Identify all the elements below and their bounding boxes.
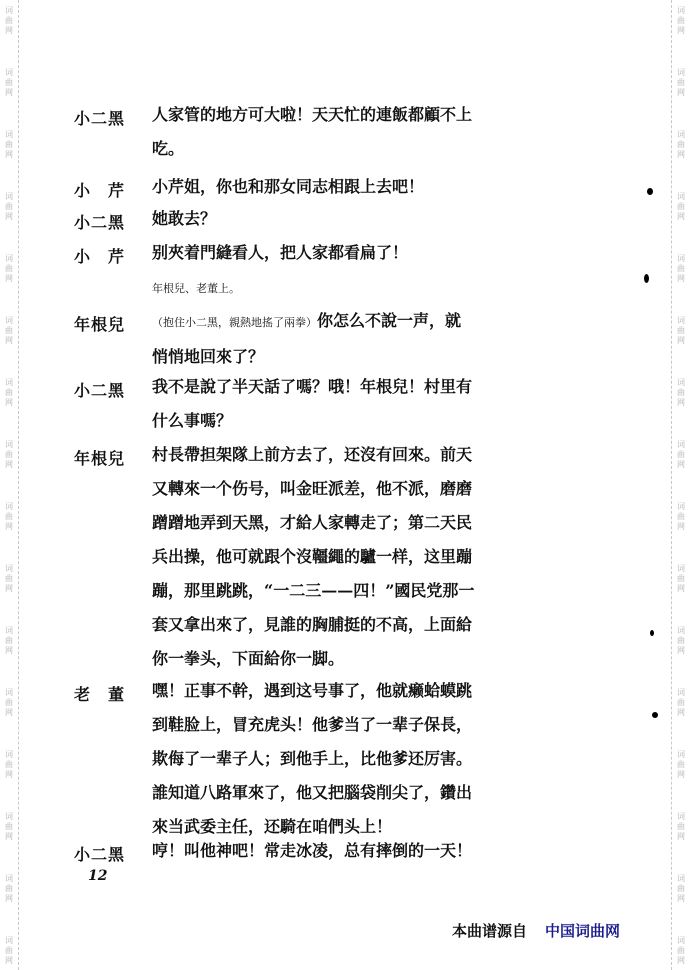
speaker-name: 小二黑 bbox=[74, 845, 126, 864]
page-number: 12 bbox=[88, 868, 108, 884]
watermark-stamp: 词 曲 网 bbox=[677, 378, 685, 407]
watermark-stamp: 词 曲 网 bbox=[677, 626, 685, 655]
speaker-name: 老 董 bbox=[74, 685, 126, 704]
watermark-stamp: 词 曲 网 bbox=[5, 440, 13, 469]
watermark-stamp: 词 曲 网 bbox=[677, 68, 685, 97]
watermark-stamp: 词 曲 网 bbox=[5, 192, 13, 221]
watermark-stamp: 词 曲 网 bbox=[5, 812, 13, 841]
stage-direction-inline: （抱住小二黑，親熱地搖了兩拳） bbox=[152, 316, 317, 329]
footer-source-text: 本曲谱源自 bbox=[452, 922, 528, 940]
speaker-name: 年根兒 bbox=[74, 449, 126, 468]
watermark-stamp: 词 曲 网 bbox=[5, 6, 13, 35]
watermark-stamp: 词 曲 网 bbox=[5, 316, 13, 345]
dialogue-text: 人家管的地方可大啦！天天忙的連飯都顧不上 吃。 bbox=[152, 105, 473, 158]
watermark-stamp: 词 曲 网 bbox=[677, 316, 685, 345]
watermark-stamp: 词 曲 网 bbox=[5, 378, 13, 407]
scan-speck bbox=[652, 712, 658, 718]
watermark-stamp: 词 曲 网 bbox=[677, 440, 685, 469]
scan-speck bbox=[647, 188, 653, 195]
watermark-stamp: 词 曲 网 bbox=[5, 502, 13, 531]
dialogue-text: 小芹姐，你也和那女同志相跟上去吧！ bbox=[152, 177, 425, 196]
watermark-stamp: 词 曲 网 bbox=[677, 688, 685, 717]
watermark-stamp: 词 曲 网 bbox=[5, 874, 13, 903]
dialogue-text: 嘿！正事不幹，遇到这号事了，他就癞蛤蟆跳 到鞋脸上，冒充虎头！他爹当了一辈子保長， 欺侮了一辈子人；到他手上，比他爹还厉害。 誰知道八路軍來了，他又把腦袋削尖了，鑽出 來当武委主任，还騎在咱們头上！ bbox=[152, 681, 473, 836]
watermark-stamp: 词 曲 网 bbox=[677, 564, 685, 593]
watermark-stamp: 词 曲 网 bbox=[677, 874, 685, 903]
watermark-stamp: 词 曲 网 bbox=[5, 626, 13, 655]
watermark-stamp: 词 曲 网 bbox=[677, 812, 685, 841]
dialogue-text: 我不是說了半天話了嗎？哦！年根兒！村里有 什么事嗎？ bbox=[152, 377, 473, 430]
speaker-name: 年根兒 bbox=[74, 315, 126, 334]
watermark-stamp: 词 曲 网 bbox=[5, 68, 13, 97]
watermark-stamp: 词 曲 网 bbox=[677, 6, 685, 35]
footer-site-link[interactable]: 中国词曲网 bbox=[545, 922, 621, 940]
watermark-stamp: 词 曲 网 bbox=[5, 564, 13, 593]
script-page: 小二黑 人家管的地方可大啦！天天忙的連飯都顧不上 吃。 小 芹 小芹姐，你也和那女同志相跟上去吧！ 小二黑 她敢去？ 小 芹 别夾着門縫看人，把人家都看扁了！ 年根兒、老董上。 年根兒 （抱住小二黑，親熱地搖了兩拳）你怎么不說一声，就 悄悄地回來了？ 小二黑 我不是說了半天話了嗎？哦！年根兒！村里有 什么事嗎？ 年根兒 村長帶担架隊上前方去了，还沒有回來。前天 又轉來一个伤号，叫金旺派差，他不派，磨磨 蹭蹭地弄到天黑，才給人家轉走了；第二天民 兵出操，他可就跟个沒韁繩的驢一样，这里蹦 蹦，那里跳跳，“一二三——四！”國民党那一 套又拿出來了，見誰的胸脯挺的不高，上面給 你一拳头，下面給你一脚。 老 董 嘿！正事不幹，遇到这号事了，他就癞蛤蟆跳 到鞋脸上，冒充虎头！他爹当了一辈子保長， 欺侮了一辈子人；到他手上，比他爹还厉害。 誰知道八路軍來了，他又把腦袋削尖了，鑽出 來当武委主任，还騎在咱們头上！ 小二黑 哼！叫他神吧！常走冰凌，总有摔倒的一天！ bbox=[0, 0, 690, 970]
dialogue-text: 她敢去？ bbox=[152, 209, 217, 228]
speaker-name: 小二黑 bbox=[74, 109, 126, 128]
speaker-name: 小 芹 bbox=[74, 181, 126, 200]
watermark-stamp: 词 曲 网 bbox=[5, 254, 13, 283]
dialogue-text: 别夾着門縫看人，把人家都看扁了！ bbox=[152, 243, 409, 262]
watermark-stamp: 词 曲 网 bbox=[5, 688, 13, 717]
watermark-stamp: 词 曲 网 bbox=[5, 750, 13, 779]
dialogue-text: （抱住小二黑，親熱地搖了兩拳）你怎么不說一声，就 悄悄地回來了？ bbox=[152, 311, 462, 366]
watermark-stamp: 词 曲 网 bbox=[677, 502, 685, 531]
watermark-stamp: 词 曲 网 bbox=[5, 936, 13, 965]
footer-credit bbox=[452, 920, 620, 941]
scan-speck bbox=[644, 274, 649, 283]
watermark-stamp: 词 曲 网 bbox=[677, 936, 685, 965]
watermark-stamp: 词 曲 网 bbox=[5, 130, 13, 159]
dialogue-text: 村長帶担架隊上前方去了，还沒有回來。前天 又轉來一个伤号，叫金旺派差，他不派，磨磨 蹭蹭地弄到天黑，才給人家轉走了；第二天民 兵出操，他可就跟个沒韁繩的驢一样，这里蹦 蹦，那里跳跳，“一二三——四！”國民党那一 套又拿出來了，見誰的胸脯挺的不高，上面給 你一拳头，下面給你一脚。 bbox=[152, 445, 475, 668]
dialogue-text: 哼！叫他神吧！常走冰凌，总有摔倒的一天！ bbox=[152, 841, 473, 860]
scan-speck bbox=[650, 630, 654, 636]
watermark-stamp: 词 曲 网 bbox=[677, 130, 685, 159]
watermark-stamp: 词 曲 网 bbox=[677, 254, 685, 283]
watermark-stamp: 词 曲 网 bbox=[677, 750, 685, 779]
speaker-name: 小 芹 bbox=[74, 247, 126, 266]
speaker-name: 小二黑 bbox=[74, 213, 126, 232]
speaker-name: 小二黑 bbox=[74, 381, 126, 400]
watermark-stamp: 词 曲 网 bbox=[677, 192, 685, 221]
